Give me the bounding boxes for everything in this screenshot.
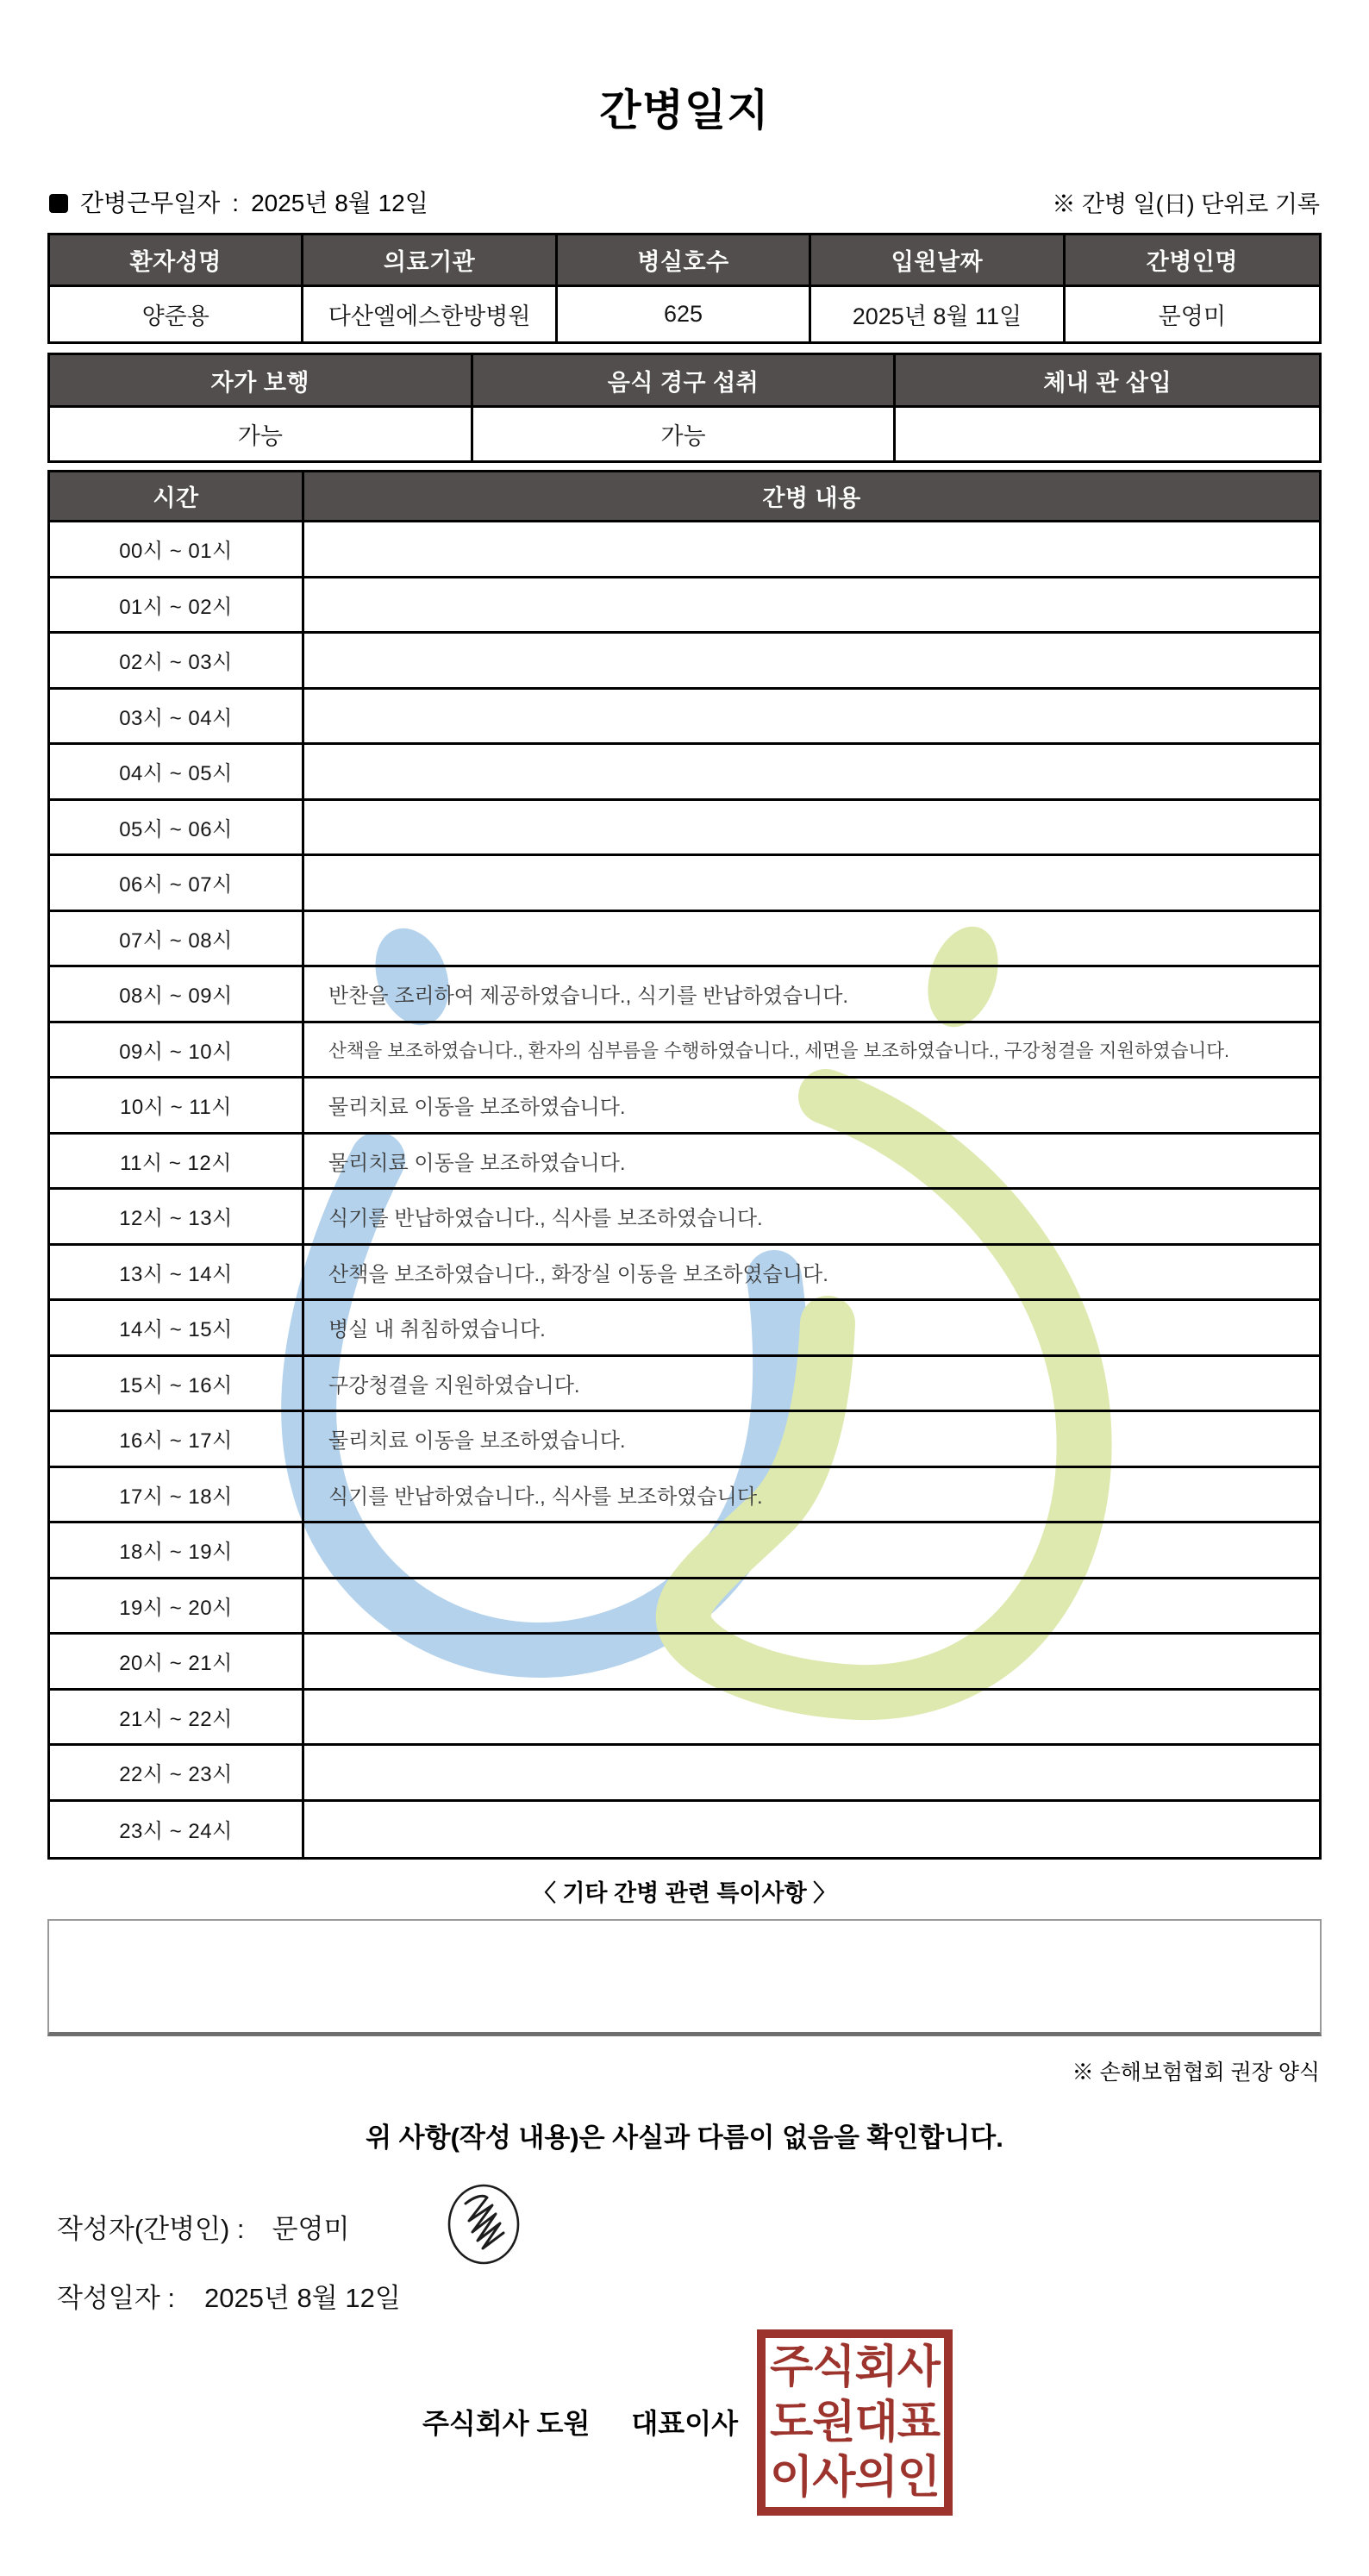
care-schedule-table [47,470,1322,1860]
care-work-date-value: 2025년 8월 12일 [251,190,428,216]
schedule-content-cell: 반찬을 조리하여 제공하였습니다., 식기를 반납하였습니다. [304,967,1319,1023]
patient-info-table [47,233,1322,344]
schedule-content-cell: 식기를 반납하였습니다., 식사를 보조하였습니다. [304,1190,1319,1246]
corporate-seal-stamp [757,2329,953,2516]
written-date-label: 작성일자 : [57,2283,176,2313]
info-value-caregiver-name: 문영미 [1158,303,1226,329]
status-value-internal-tube [896,408,1319,460]
schedule-content-cell [304,1523,1319,1579]
schedule-time-cell: 16시 ~ 17시 [50,1412,304,1468]
schedule-time-cell: 12시 ~ 13시 [50,1190,304,1246]
schedule-header-content: 간병 내용 [304,472,1319,522]
written-date-value: 2025년 8월 12일 [204,2283,401,2313]
schedule-time-cell: 23시 ~ 24시 [50,1802,304,1858]
schedule-header-time: 시간 [50,472,304,522]
schedule-content-cell: 물리치료 이동을 보조하였습니다. [304,1135,1319,1191]
black-square-bullet-icon [49,194,68,213]
schedule-content-cell [304,578,1319,635]
stamp-line: 이사의인 [770,2453,940,2503]
schedule-time-cell: 18시 ~ 19시 [50,1523,304,1579]
schedule-time-cell: 05시 ~ 06시 [50,801,304,857]
info-value-patient-name: 양준용 [50,287,303,341]
schedule-time-cell: 13시 ~ 14시 [50,1246,304,1302]
recommended-form-note: ※ 손해보험협회 권장 양식 [1072,2060,1320,2085]
info-value-medical-institution: 다산엘에스한방병원 [303,287,557,341]
writer-line [57,2207,349,2246]
schedule-time-cell: 15시 ~ 16시 [50,1357,304,1413]
info-header-room-number: 병실호수 [558,235,811,287]
schedule-time-cell: 04시 ~ 05시 [50,745,304,801]
status-value-oral-intake: 가능 [473,408,897,460]
schedule-content-cell: 산책을 보조하였습니다., 환자의 심부름을 수행하였습니다., 세면을 보조하였습니다., 구강청결을 지원하였습니다. [304,1023,1319,1079]
writer-label: 작성자(간병인) : [57,2214,245,2244]
notes-section-title: 〈 기타 간병 관련 특이사항 〉 [532,1880,837,1906]
schedule-content-cell [304,912,1319,968]
ceo-title: 대표이사 [631,2408,739,2439]
status-header-oral-intake: 음식 경구 섭취 [473,355,897,408]
info-header-medical-institution: 의료기관 [303,235,557,287]
schedule-content-cell: 구강청결을 지원하였습니다. [304,1357,1319,1413]
schedule-time-cell: 21시 ~ 22시 [50,1691,304,1747]
schedule-content-cell [304,690,1319,746]
schedule-time-cell: 00시 ~ 01시 [50,522,304,578]
care-work-date-label: 간병근무일자 [80,190,221,216]
schedule-time-cell: 07시 ~ 08시 [50,912,304,968]
schedule-content-cell: 병실 내 취침하였습니다. [304,1301,1319,1357]
info-header-caregiver-name: 간병인명 [1066,235,1319,287]
confirmation-statement: 위 사항(작성 내용)은 사실과 다름이 없음을 확인합니다. [366,2123,1003,2153]
stamp-line: 주식회사 [770,2342,940,2392]
status-value-self-walking: 가능 [50,408,473,460]
stamp-line: 도원대표 [770,2398,940,2448]
schedule-content-cell [304,1579,1319,1635]
schedule-time-cell: 08시 ~ 09시 [50,967,304,1023]
company-name: 주식회사 도원 [422,2408,591,2439]
schedule-content-cell [304,1635,1319,1691]
schedule-time-cell: 03시 ~ 04시 [50,690,304,746]
schedule-content-cell [304,634,1319,690]
page-title: 간병일지 [599,86,770,134]
schedule-content-cell: 물리치료 이동을 보조하였습니다. [304,1412,1319,1468]
colon: : [232,190,240,216]
schedule-time-cell: 19시 ~ 20시 [50,1579,304,1635]
patient-status-table [47,353,1322,463]
schedule-time-cell: 14시 ~ 15시 [50,1301,304,1357]
schedule-content-cell [304,745,1319,801]
schedule-time-cell: 01시 ~ 02시 [50,578,304,635]
written-date-line [57,2276,401,2315]
status-header-self-walking: 자가 보행 [50,355,473,408]
schedule-content-cell [304,1691,1319,1747]
schedule-time-cell: 20시 ~ 21시 [50,1635,304,1691]
schedule-content-cell: 물리치료 이동을 보조하였습니다. [304,1079,1319,1135]
schedule-time-cell: 22시 ~ 23시 [50,1746,304,1802]
notes-box [47,1919,1322,2036]
meta-row [49,184,1320,219]
schedule-time-cell: 17시 ~ 18시 [50,1468,304,1524]
company-line [422,2402,738,2442]
schedule-content-cell [304,856,1319,912]
schedule-time-cell: 09시 ~ 10시 [50,1023,304,1079]
info-value-admission-date: 2025년 8월 11일 [811,287,1065,341]
info-header-admission-date: 입원날짜 [811,235,1065,287]
writer-name: 문영미 [272,2214,350,2244]
schedule-content-cell: 산책을 보조하였습니다., 화장실 이동을 보조하였습니다. [304,1246,1319,1302]
schedule-content-cell: 식기를 반납하였습니다., 식사를 보조하였습니다. [304,1468,1319,1524]
schedule-content-cell [304,801,1319,857]
handwritten-signature [440,2183,528,2269]
info-value-room-number: 625 [558,287,811,341]
schedule-time-cell: 02시 ~ 03시 [50,634,304,690]
unit-note: ※ 간병 일(日) 단위로 기록 [1052,191,1320,217]
status-header-internal-tube: 체내 관 삽입 [896,355,1319,408]
schedule-content-cell [304,1746,1319,1802]
schedule-time-cell: 10시 ~ 11시 [50,1079,304,1135]
info-header-patient-name: 환자성명 [50,235,303,287]
schedule-content-cell [304,522,1319,578]
care-work-date [49,184,428,219]
schedule-time-cell: 11시 ~ 12시 [50,1135,304,1191]
schedule-content-cell [304,1802,1319,1858]
schedule-time-cell: 06시 ~ 07시 [50,856,304,912]
